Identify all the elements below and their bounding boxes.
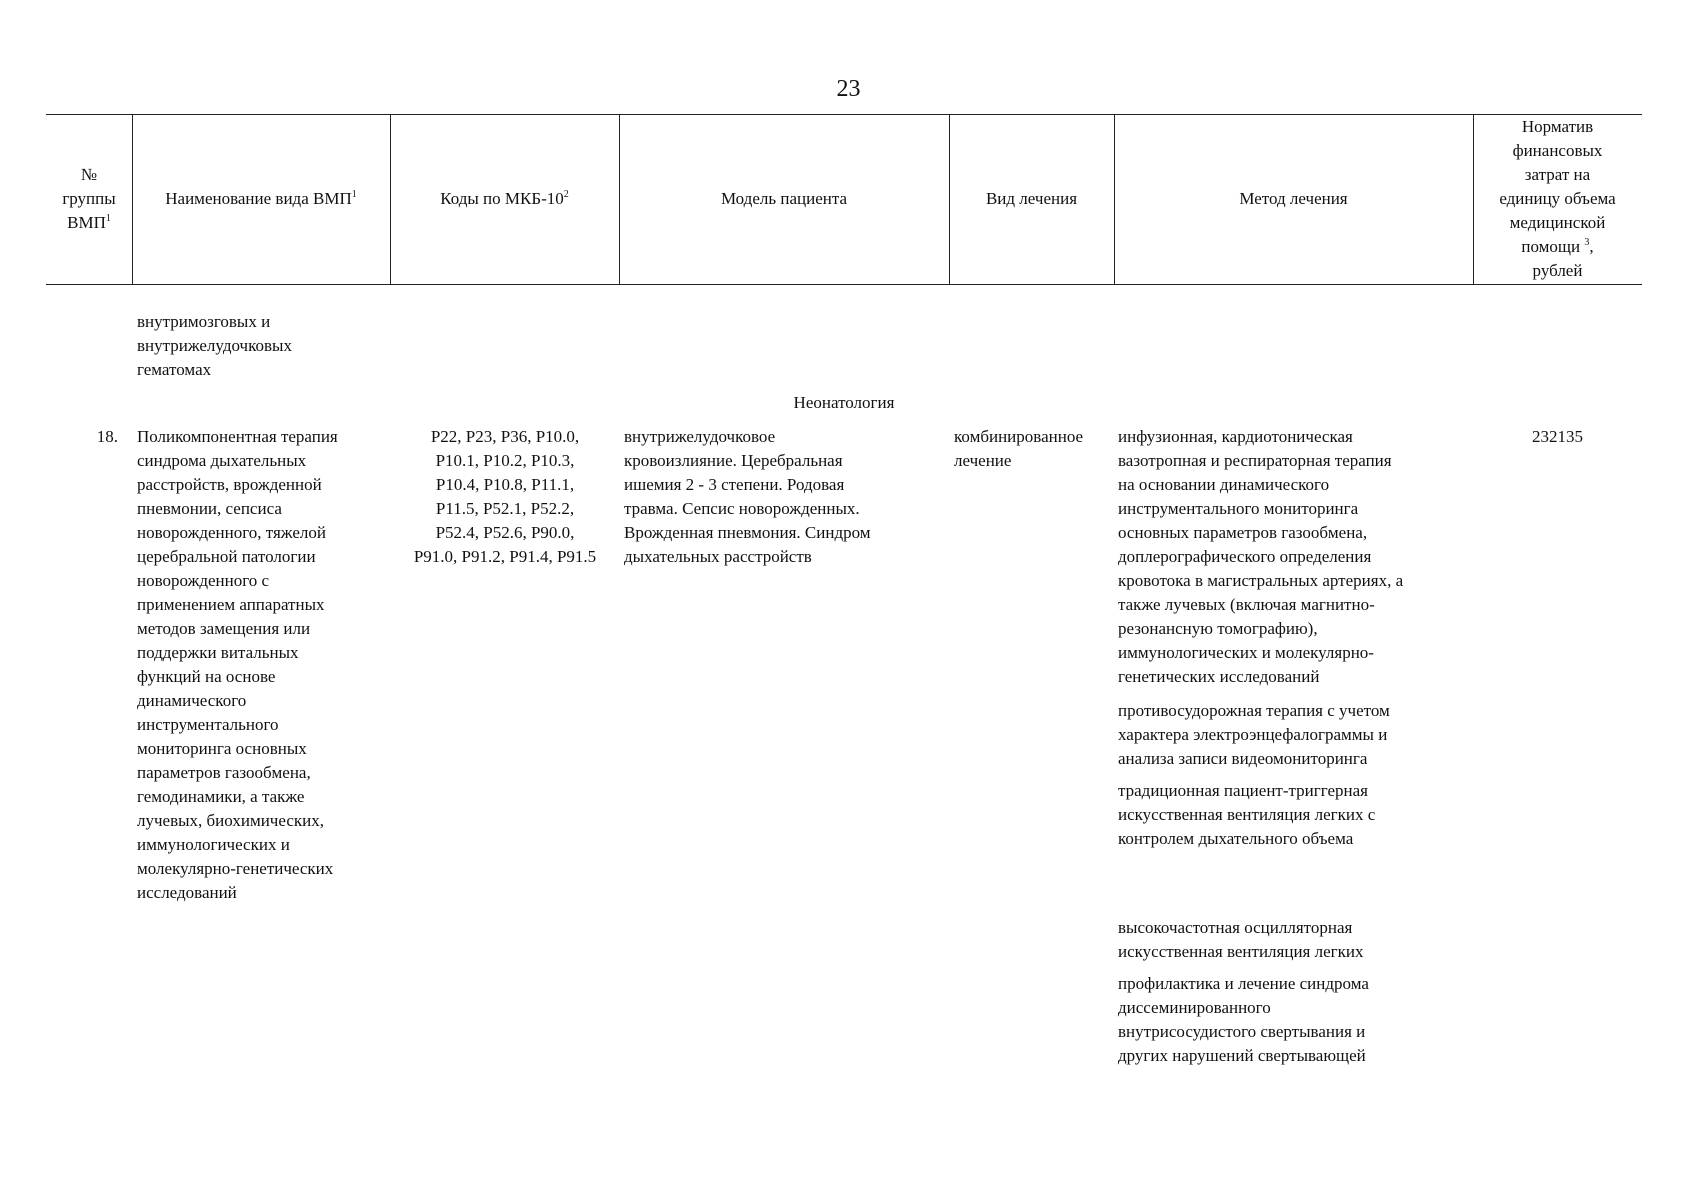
footnote-marker: 1 [351, 189, 357, 200]
header-cost-norm-text: Норматив финансовых затрат на единицу объема медицинской помощи [1499, 117, 1616, 256]
treatment-method: традиционная пациент-триггерная искусственная вентиляция легких с контролем дыхательного объема [1118, 781, 1376, 848]
header-vmp-name-text: Наименование вида ВМП [165, 189, 352, 208]
header-cost-norm [1473, 114, 1642, 284]
cost-norm-value: 232135 [1532, 427, 1583, 446]
vmp-name: Поликомпонентная терапия синдрома дыхательных расстройств, врожденной пневмонии, сепсиса новорожденного, тяжелой церебральной патологии новорожденного с применением аппаратных методов замещения или поддержки витальных функций на основе динамического инструментального мониторинга основных параметров газообмена, гемодинамики, а также лучевых, биохимических, иммунологических и молекулярно-генетических исследований [137, 427, 338, 902]
header-patient-model-text: Модель пациента [720, 189, 848, 208]
header-treatment-type-text: Вид лечения [985, 189, 1078, 208]
group-number: 18. [96, 427, 118, 446]
header-patient-model [619, 114, 949, 284]
treatment-method: профилактика и лечение синдрома диссеминированного внутрисосудистого свертывания и других нарушений свертывающей [1118, 974, 1369, 1065]
header-treatment-method-text: Метод лечения [1239, 189, 1348, 208]
treatment-method: противосудорожная терапия с учетом характера электроэнцефалограммы и анализа записи видеомониторинга [1118, 701, 1390, 768]
header-icd-codes-text: Коды по МКБ-10 [440, 189, 564, 208]
header-cost-norm-text-end: , рублей [1532, 237, 1594, 280]
footnote-marker: 3 [1584, 237, 1590, 248]
continuation-text: внутримозговых и внутрижелудочковых гематомах [137, 312, 292, 379]
header-group-number [46, 114, 132, 284]
icd-codes: P22, P23, P36, P10.0, P10.1, P10.2, P10.3, P10.4, P10.8, P11.1, P11.5, P52.1, P52.2, P52.4, P52.6, P90.0, P91.0, P91.2, P91.4, P91.5 [413, 427, 597, 566]
header-group-number-text: № группы ВМП [62, 165, 116, 232]
header-vmp-name [132, 114, 390, 284]
treatment-method: высокочастотная осцилляторная искусственная вентиляция легких [1118, 918, 1364, 961]
header-treatment-type [949, 114, 1114, 284]
footnote-marker: 2 [563, 189, 569, 200]
treatment-type: комбинированное лечение [954, 427, 1084, 470]
section-title: Неонатология [793, 393, 895, 412]
footnote-marker: 1 [105, 213, 111, 224]
patient-model: внутрижелудочковое кровоизлияние. Церебральная ишемия 2 - 3 степени. Родовая травма. Сепсис новорожденных. Врожденная пневмония. Синдром дыхательных расстройств [624, 427, 871, 566]
header-icd-codes [390, 114, 619, 284]
header-bottom-rule [46, 284, 1642, 285]
page-number: 23 [836, 76, 861, 102]
header-treatment-method [1114, 114, 1473, 284]
treatment-method: инфузионная, кардиотоническая вазотропная и респираторная терапия на основании динамического инструментального мониторинга основных параметров газообмена, доплерографического определения кровотока в магистральных артериях, а также лучевых (включая магнитно- резонансную томографию), иммунологических и молекулярно- генетических исследований [1118, 427, 1404, 686]
